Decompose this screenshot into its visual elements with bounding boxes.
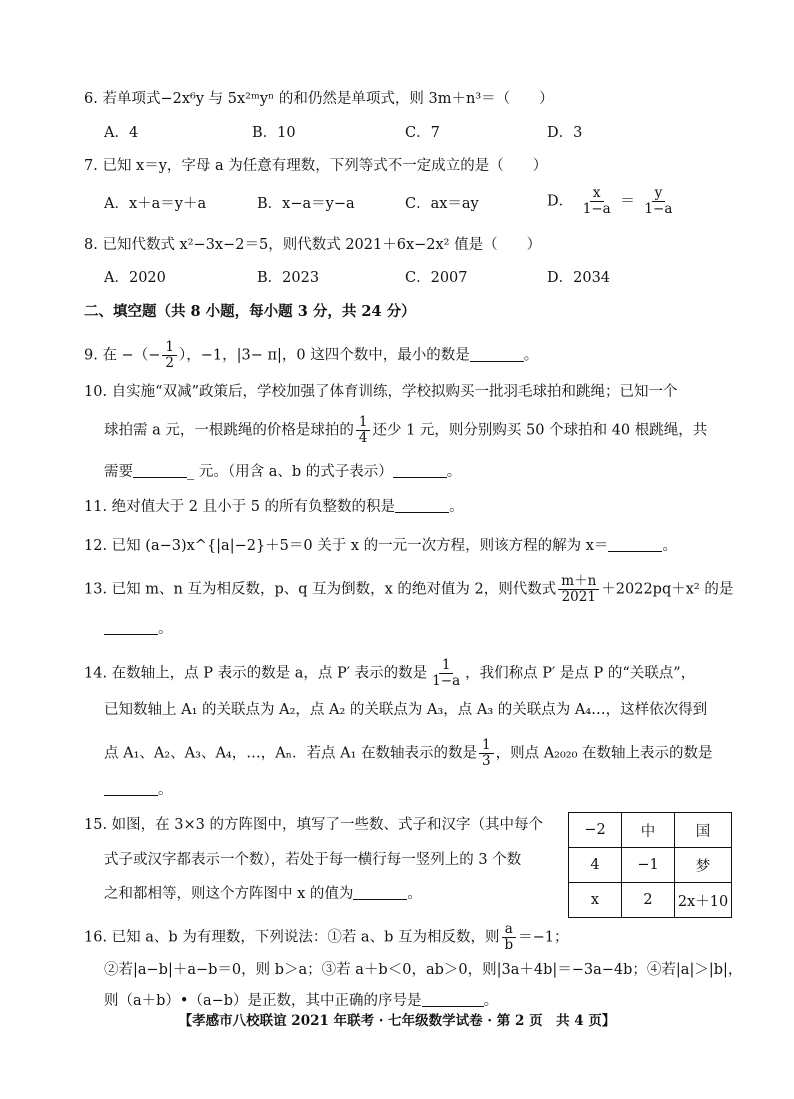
grid-cell: 中 bbox=[622, 813, 675, 848]
grid-cell: 梦 bbox=[675, 848, 732, 883]
question-number: 7. bbox=[84, 158, 98, 174]
question-14-line-2: 已知数轴上 A₁ 的关联点为 A₂，点 A₂ 的关联点为 A₃，点 A₃ 的关联点为 A₄…，这样依次得到 bbox=[104, 702, 708, 718]
numerator: y bbox=[652, 186, 666, 202]
numerator: 1 bbox=[162, 340, 177, 356]
question-text: ），−1，|3− π|，0 这四个数中，最小的数是 bbox=[178, 347, 470, 364]
option-a: A．x＋a＝y＋a bbox=[104, 196, 207, 212]
fraction bbox=[356, 415, 371, 446]
grid-row bbox=[569, 848, 732, 883]
question-text: ＋2022pq＋x² 的是 bbox=[601, 581, 734, 598]
question-text: 则（a＋b）•（a−b）是正数，其中正确的序号是 bbox=[104, 993, 422, 1009]
question-14-line-3 bbox=[104, 738, 713, 769]
answer-blank[interactable] bbox=[608, 537, 662, 552]
question-number: 8. bbox=[84, 237, 98, 253]
question-number: 13. bbox=[84, 581, 108, 598]
question-text: 绝对值大于 2 且小于 5 的所有负整数的积是 bbox=[111, 499, 396, 515]
option-b: B．2023 bbox=[257, 270, 320, 286]
question-15-line-3 bbox=[104, 884, 422, 904]
answer-blank[interactable] bbox=[353, 885, 407, 900]
fraction bbox=[479, 738, 494, 769]
period: 。 bbox=[407, 886, 422, 902]
question-text: ，则点 A₂₀₂₀ 在数轴上表示的数是 bbox=[495, 745, 713, 762]
magic-square-grid bbox=[568, 812, 732, 918]
question-text: 已知代数式 x²−3x−2＝5，则代数式 2021＋6x−2x² 值是（ ） bbox=[102, 237, 542, 253]
question-number: 15. bbox=[84, 817, 108, 833]
question-16-line-2: ②若|a−b|＋a−b＝0，则 b＞a；③若 a＋b＜0，ab＞0，则|3a＋4b|＝−3a−4b；④若|a|＞|b|， bbox=[104, 962, 743, 978]
period: 。 bbox=[449, 499, 464, 515]
equals-sign: ＝ bbox=[620, 193, 635, 210]
question-9 bbox=[84, 340, 538, 371]
question-16-line-3 bbox=[104, 991, 498, 1011]
fraction bbox=[580, 186, 614, 217]
answer-blank[interactable] bbox=[470, 347, 524, 362]
period: 。 bbox=[158, 782, 173, 798]
question-13 bbox=[84, 574, 733, 605]
denominator: 4 bbox=[358, 430, 368, 446]
question-number: 14. bbox=[84, 665, 108, 682]
option-d: D．2034 bbox=[547, 270, 611, 286]
question-number: 16. bbox=[84, 929, 108, 946]
question-12 bbox=[84, 536, 677, 556]
question-text: 已知 x＝y，字母 a 为任意有理数，下列等式不一定成立的是（ ） bbox=[102, 158, 548, 174]
option-label: D． bbox=[547, 193, 574, 210]
grid-cell: 2 bbox=[622, 883, 675, 918]
fraction bbox=[162, 340, 177, 371]
period: 。 bbox=[158, 621, 173, 637]
question-15 bbox=[84, 815, 543, 835]
section-heading: 二、填空题（共 8 小题，每小题 3 分，共 24 分） bbox=[84, 303, 416, 320]
denominator: 3 bbox=[482, 753, 491, 769]
option-d bbox=[547, 186, 677, 217]
numerator: 1 bbox=[479, 738, 494, 754]
question-number: 6. bbox=[84, 91, 98, 107]
grid-cell: 2x＋10 bbox=[675, 883, 732, 918]
fraction bbox=[501, 922, 516, 953]
question-text: 若单项式−2x⁶y 与 5x²ᵐyⁿ 的和仍然是单项式，则 3m＋n³＝（ ） bbox=[102, 91, 554, 107]
question-13-line-2 bbox=[104, 619, 173, 639]
question-text: 自实施“双减”政策后，学校加强了体育训练，学校拟购买一批羽毛球拍和跳绳；已知一个 bbox=[111, 384, 678, 400]
fraction bbox=[641, 186, 675, 217]
grid-row bbox=[569, 813, 732, 848]
answer-blank[interactable] bbox=[104, 781, 158, 796]
question-10-line-3 bbox=[104, 462, 461, 482]
question-text: ＝−1； bbox=[518, 929, 569, 946]
option-d: D．3 bbox=[547, 125, 583, 141]
denominator: 2 bbox=[165, 355, 174, 371]
fraction bbox=[558, 574, 599, 605]
question-8 bbox=[84, 235, 541, 255]
grid-cell: x bbox=[569, 883, 622, 918]
fraction bbox=[429, 658, 463, 689]
answer-blank[interactable] bbox=[104, 620, 158, 635]
grid-cell: −2 bbox=[569, 813, 622, 848]
answer-blank[interactable] bbox=[422, 992, 484, 1007]
question-text: 之和都相等，则这个方阵图中 x 的值为 bbox=[104, 886, 354, 902]
question-text: 在 −（− bbox=[102, 347, 161, 364]
denominator: 1−a bbox=[432, 673, 461, 689]
option-b: B．10 bbox=[252, 125, 296, 141]
question-text: 在数轴上，点 P 表示的数是 a，点 P′ 表示的数是 bbox=[111, 665, 428, 682]
numerator: m＋n bbox=[558, 574, 599, 590]
denominator: 1−a bbox=[582, 201, 611, 217]
question-text: 如图，在 3×3 的方阵图中，填写了一些数、式子和汉字（其中每个 bbox=[111, 817, 543, 833]
grid-cell: 国 bbox=[675, 813, 732, 848]
question-14-line-4 bbox=[104, 780, 173, 800]
option-c: C．2007 bbox=[405, 270, 468, 286]
answer-blank[interactable] bbox=[395, 498, 449, 513]
question-text: _ 元。（用含 a、b 的式子表示） bbox=[187, 464, 393, 480]
question-text: 点 A₁、A₂、A₃、A₄，…，Aₙ．若点 A₁ 在数轴表示的数是 bbox=[104, 745, 477, 762]
denominator: b bbox=[504, 937, 514, 953]
question-16 bbox=[84, 922, 569, 953]
period: 。 bbox=[446, 464, 462, 480]
page-footer: 【孝感市八校联谊 2021 年联考 · 七年级数学试卷 · 第 2 页 共 4 页】 bbox=[178, 1013, 616, 1029]
period: 。 bbox=[523, 347, 539, 364]
denominator: 1−a bbox=[644, 201, 673, 217]
question-number: 11. bbox=[84, 499, 108, 515]
question-number: 10. bbox=[84, 384, 108, 400]
numerator: 1 bbox=[356, 415, 371, 431]
question-text: 需要 bbox=[104, 464, 133, 480]
question-10 bbox=[84, 382, 678, 402]
question-text: ，我们称点 P′ 是点 P 的“关联点”， bbox=[465, 665, 696, 682]
period: 。 bbox=[483, 993, 499, 1009]
question-text: 已知 a、b 为有理数，下列说法：①若 a、b 互为相反数，则 bbox=[111, 929, 500, 946]
question-text: 还少 1 元，则分别购买 50 个球拍和 40 根跳绳，共 bbox=[372, 422, 708, 439]
denominator: 2021 bbox=[561, 589, 596, 605]
question-number: 9. bbox=[84, 347, 98, 364]
question-7 bbox=[84, 156, 547, 176]
question-text: 已知 m、n 互为相反数，p、q 互为倒数，x 的绝对值为 2，则代数式 bbox=[111, 581, 557, 598]
option-a: A．2020 bbox=[104, 270, 166, 286]
question-text: 已知 (a−3)x^{|a|−2}＋5＝0 关于 x 的一元一次方程，则该方程的解为 x＝ bbox=[111, 538, 609, 554]
grid-cell: 4 bbox=[569, 848, 622, 883]
question-11 bbox=[84, 497, 464, 517]
option-b: B．x−a＝y−a bbox=[257, 196, 355, 212]
grid-row bbox=[569, 883, 732, 918]
question-14 bbox=[84, 658, 695, 689]
question-15-line-2: 式子或汉字都表示一个数），若处于每一横行每一竖列上的 3 个数 bbox=[104, 852, 522, 868]
numerator: a bbox=[502, 922, 516, 938]
period: 。 bbox=[662, 538, 677, 554]
numerator: 1 bbox=[439, 658, 454, 674]
answer-blank[interactable] bbox=[133, 463, 187, 478]
option-a: A．4 bbox=[104, 125, 139, 141]
question-text: 球拍需 a 元，一根跳绳的价格是球拍的 bbox=[104, 422, 354, 439]
question-6 bbox=[84, 89, 554, 109]
answer-blank[interactable] bbox=[393, 463, 447, 478]
grid-cell: −1 bbox=[622, 848, 675, 883]
numerator: x bbox=[590, 186, 604, 202]
option-c: C．7 bbox=[405, 125, 440, 141]
question-10-line-2 bbox=[104, 415, 707, 446]
option-c: C．ax＝ay bbox=[405, 196, 479, 212]
question-number: 12. bbox=[84, 538, 108, 554]
